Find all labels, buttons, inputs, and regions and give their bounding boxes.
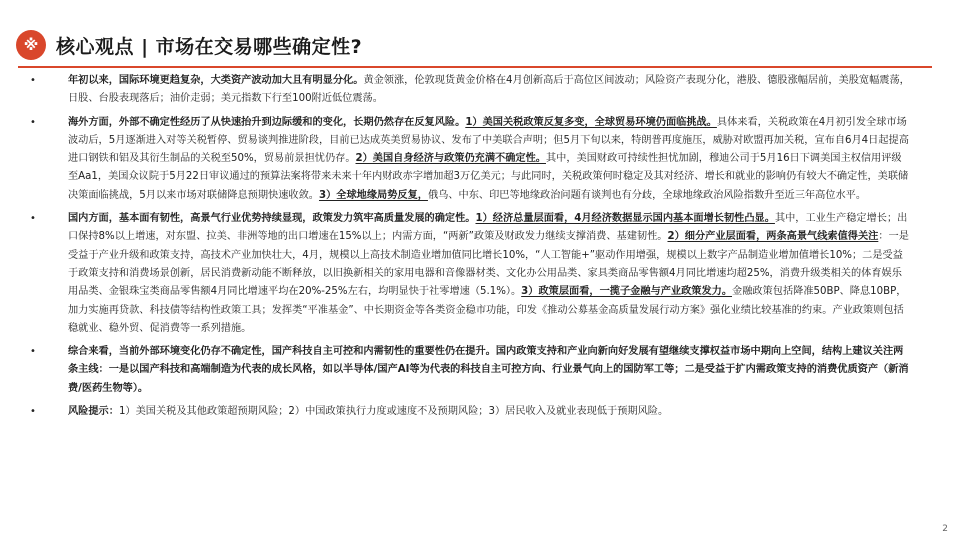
emphasis-text: 2）细分产业层面看，两条高景气线索值得关注 (667, 231, 879, 243)
emphasis-text: 3）政策层面看，一揽子金融与产业政策发力。 (521, 286, 733, 298)
page-number: 2 (942, 524, 948, 534)
emphasis-text: 综合来看，当前外部环境变化仍存不确定性，国产科技自主可控和内需韧性的重要性仍在提升。国内政策支持和产业向新向好发展有望继续支撑权益市场中期向上空间，结构上建议关注两条主线：一是以国产科技和高端制造为代表的成长风格，如以半导体/国产AI等为代表的科技自主可控方向、行业景气向上的国防军工等；二是受益于扩内需政策支持的消费优质资产（新消费/医药生物等）。 (68, 346, 909, 394)
emphasis-text: 年初以来，国际环境更趋复杂，大类资产波动加大且有明显分化。 (68, 75, 364, 86)
emphasis-text: 2）美国自身经济与政策仍充满不确定性。 (355, 153, 546, 165)
body-text: 其中，美国财政可持续性担忧加剧，穆迪公司于5月16日下调美国主权信用评级至Aa1，美国众议院于5月22日审议通过的预算法案将带来未来十年内财政赤字增加超3万亿美元；与此同时，关税政策何时稳定及其对经济、增长和就业的影响仍有较大不确定性，美联储决策面临挑战，5月以来市场对联储降息预期快速收敛。 (68, 153, 909, 201)
emphasis-text: 1）经济总量层面看，4月经济数据显示国内基本面增长韧性凸显。 (475, 213, 775, 225)
emphasis-text: 1）美国关税政策反复多变，全球贸易环境仍面临挑战。 (465, 116, 717, 128)
body-text: 具体来看，关税政策在4月初引发全球市场波动后，5月逐渐进入对等关税暂停、贸易谈判推进阶段，目前已达成英美贸易协议、发布了中美联合声明；但5月下旬以来，特朗普再度施压，威胁对欧盟再加关税，宣布自6月4日起提高进口钢铁和铝及其衍生制品的关税至50%，贸易前景担忧仍存。 (68, 116, 909, 165)
bullet-paragraph (30, 403, 910, 421)
bullet-icon: • (30, 406, 36, 418)
bullet-paragraph (30, 72, 910, 109)
bullet-paragraph (30, 343, 910, 398)
emphasis-text: 国内方面，基本面有韧性，高景气行业优势持续显现，政策发力筑牢高质量发展的确定性。 (68, 213, 476, 225)
body-text: ：一是受益于产业升级和政策支持，高技术产业加快壮大，4月，规模以上高技术制造业增加值同比增长10%，“人工智能+”驱动作用增强，规模以上数字产品制造业增加值增长10%；二是受益于政策支持和消费场景创新，居民消费新动能不断释放，以旧换新相关的家用电器和音像器材类、文化办公用品类、家具类商品零售额4月同比增速均超25%，消费升级类相关的体育娱乐用品类、金银珠宝类商品零售额4月同比增速平均在20%-25%左右，均明显快于社零增速（5.1%）。 (68, 231, 909, 298)
bullet-icon: • (30, 75, 36, 86)
bullet-icon: • (30, 116, 36, 128)
body-text: 俄乌、中东、印巴等地缘政治问题有谈判也有分歧，全球地缘政治风险指数升至近三年高位水平。 (427, 189, 867, 201)
emphasis-text: 风险提示： (68, 406, 119, 418)
bullet-icon: • (30, 346, 36, 358)
body-text: 黄金领涨，伦敦现货黄金价格在4月创新高后于高位区间波动；风险资产表现分化，港股、德股涨幅居前，美股宽幅震荡，日股、台股表现落后；油价走弱；美元指数下行至100附近低位震荡。 (68, 75, 910, 105)
title-bar (12, 28, 362, 62)
emphasis-text: 3）全球地缘局势反复， (318, 189, 428, 201)
bullet-paragraph (30, 114, 910, 205)
body-text: 1）美国关税及其他政策超预期风险；2）中国政策执行力度或速度不及预期风险；3）居民收入及就业表现低于预期风险。 (118, 406, 669, 418)
emphasis-text: 海外方面，外部不确定性经历了从快速抬升到边际缓和的变化，长期仍然存在反复风险。 (68, 116, 466, 128)
page-title: 核心观点 | 市场在交易哪些确定性? (56, 35, 363, 58)
asterisk-icon: ※ (16, 30, 46, 60)
key-points-list (30, 66, 910, 421)
bullet-paragraph (30, 210, 910, 338)
body-text: 其中，工业生产稳定增长；出口保持8%以上增速，对东盟、拉美、非洲等地的出口增速在15%以上；内需方面，“两新”政策及财政发力继续支撑消费、基建韧性。 (68, 213, 908, 243)
body-text: 金融政策包括降准50BP、降息10BP，加力实施再贷款、科技债等结构性政策工具；发挥类“平准基金”、中长期资金等各类资金稳市功能，印发《推动公募基金高质量发展行动方案》强化业绩比较基准的约束。产业政策则包括稳就业、稳外贸、促消费等一系列措施。 (68, 286, 907, 334)
bullet-icon: • (30, 213, 36, 225)
